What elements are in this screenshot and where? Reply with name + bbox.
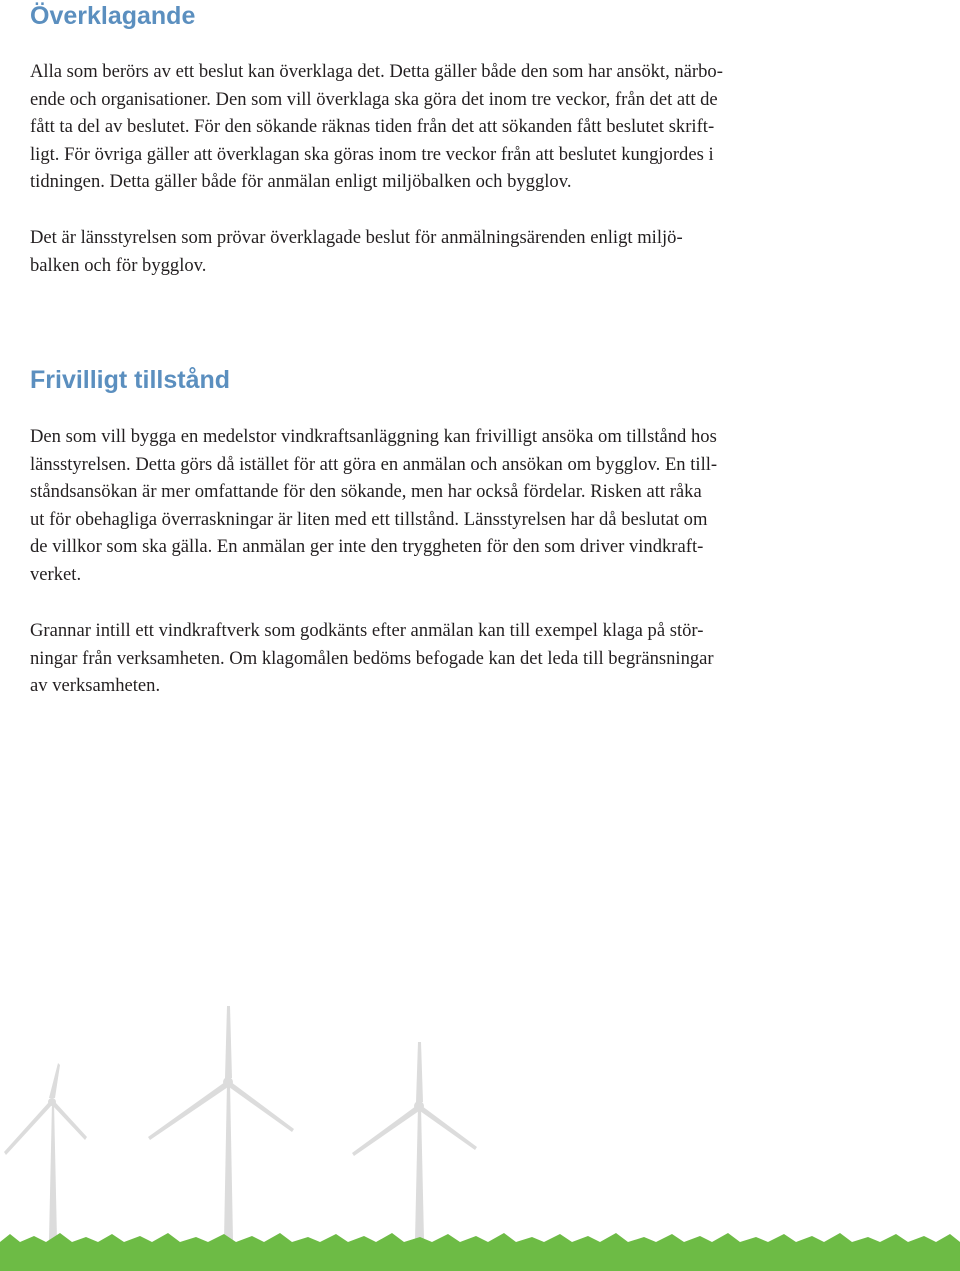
text-line: Alla som berörs av ett beslut kan överklaga det. Detta gäller både den som har ansökt, närbo- bbox=[30, 61, 723, 82]
paragraph-overklagande-2 bbox=[30, 224, 683, 279]
text-line: verket. bbox=[30, 563, 82, 585]
text-line: tidningen. Detta gäller både för anmälan enligt miljöbalken och bygglov. bbox=[30, 171, 572, 192]
text-line: länsstyrelsen. Detta görs då istället för att göra en anmälan och ansökan om bygglov. En till- bbox=[30, 453, 718, 475]
grass-strip bbox=[0, 1233, 960, 1271]
wind-turbine-illustration bbox=[0, 990, 960, 1271]
wind-turbine-icon bbox=[4, 1063, 87, 1240]
text-line: ståndsansökan är mer omfattande för den sökande, men har också fördelar. Risken att råka bbox=[30, 481, 702, 502]
text-line: ningar från verksamheten. Om klagomålen bedöms befogade kan det leda till begränsningar bbox=[30, 647, 714, 669]
text-line: Grannar intill ett vindkraftverk som godkänts efter anmälan kan till exempel klaga på stör- bbox=[30, 620, 704, 641]
text-line: de villkor som ska gälla. En anmälan ger inte den tryggheten för den som driver vindkraft- bbox=[30, 536, 704, 557]
text-line: Det är länsstyrelsen som prövar överklagade beslut för anmälningsärenden enligt miljö- bbox=[30, 227, 683, 248]
heading-overklagande: Överklagande bbox=[30, 2, 196, 30]
heading-frivilligt-tillstand: Frivilligt tillstånd bbox=[30, 366, 231, 394]
text-line: Den som vill bygga en medelstor vindkraftsanläggning kan frivilligt ansöka om tillstånd hos bbox=[30, 426, 717, 447]
text-line: ende och organisationer. Den som vill överklaga ska göra det inom tre veckor, från det att de bbox=[30, 88, 718, 110]
text-line: ligt. För övriga gäller att överklagan ska göras inom tre veckor från att beslutet kungjordes i bbox=[30, 143, 714, 165]
text-line: fått ta del av beslutet. För den sökande räknas tiden från det att sökanden fått beslutet skrift- bbox=[30, 116, 715, 137]
text-line: balken och för bygglov. bbox=[30, 254, 207, 276]
wind-turbine-icon bbox=[148, 1006, 294, 1240]
paragraph-frivilligt-2 bbox=[30, 617, 714, 700]
wind-turbine-icon bbox=[352, 1042, 477, 1240]
text-line: ut för obehagliga överraskningar är liten med ett tillstånd. Länsstyrelsen har då beslutat om bbox=[30, 508, 708, 530]
paragraph-frivilligt-1 bbox=[30, 423, 717, 588]
text-line: av verksamheten. bbox=[30, 675, 161, 696]
paragraph-overklagande-1 bbox=[30, 58, 723, 196]
